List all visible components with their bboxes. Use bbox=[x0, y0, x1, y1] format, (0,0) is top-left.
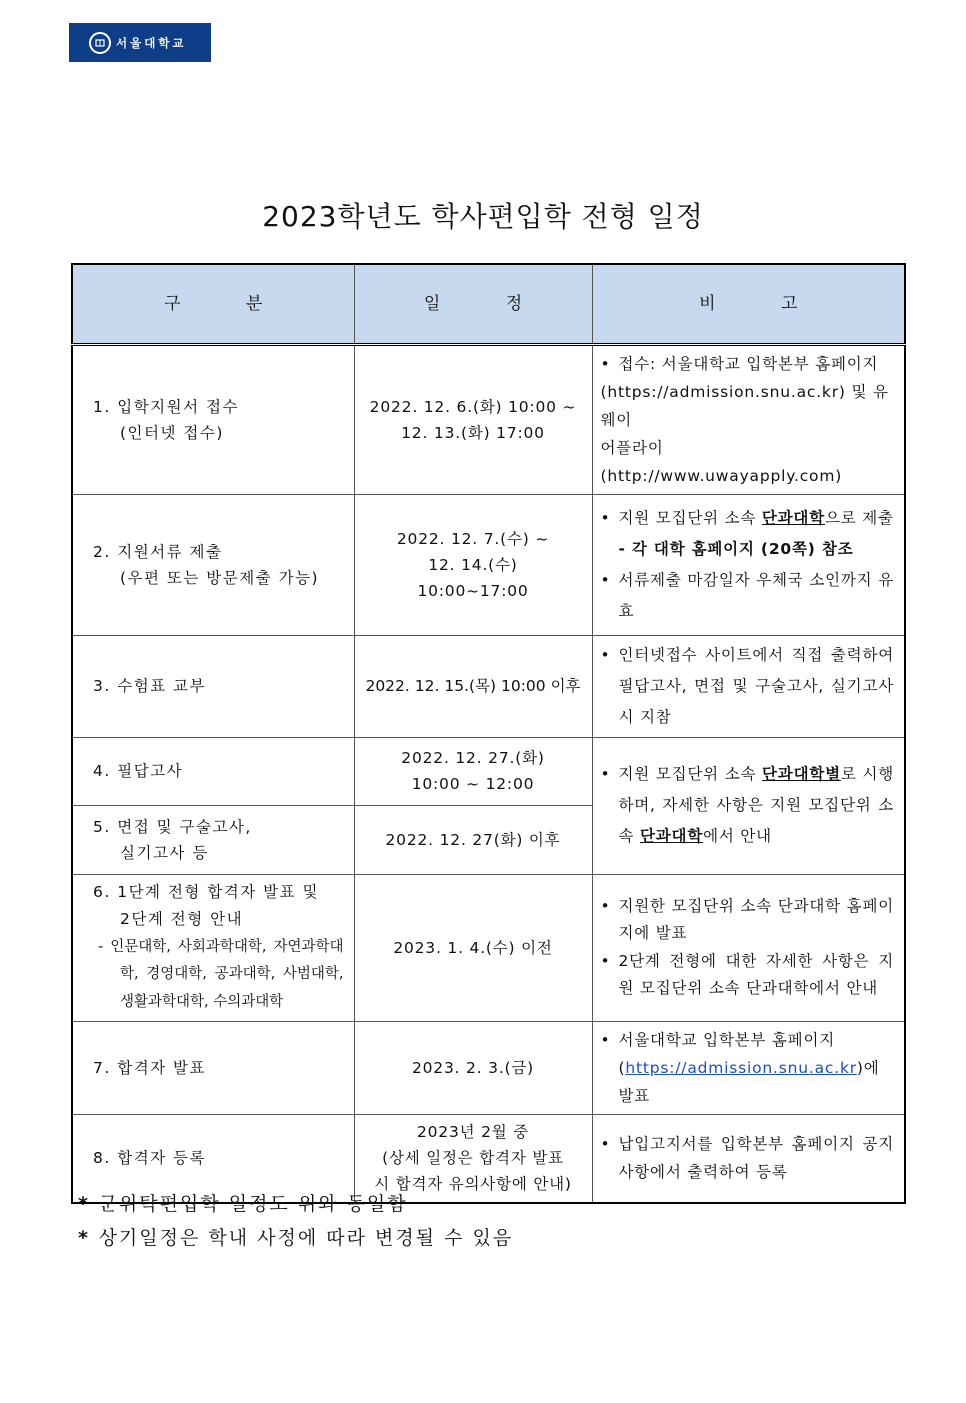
header-schedule: 일 정 bbox=[354, 264, 592, 344]
row-label: 1. 입학지원서 접수 (인터넷 접수) bbox=[72, 344, 354, 494]
row-note: • 지원 모집단위 소속 단과대학으로 제출 - 각 대학 홈페이지 (20쪽) 참조 • 서류제출 마감일자 우체국 소인까지 유효 bbox=[592, 494, 905, 635]
row-note: • 인터넷접수 사이트에서 직접 출력하여 필답고사, 면접 및 구술고사, 실기고사 시 지참 bbox=[592, 635, 905, 737]
footnote: * 상기일정은 학내 사정에 따라 변경될 수 있음 bbox=[78, 1221, 513, 1255]
table-row bbox=[72, 737, 905, 805]
table-row bbox=[72, 344, 905, 494]
snu-emblem-icon bbox=[89, 32, 111, 54]
row-note: • 접수: 서울대학교 입학본부 홈페이지 (https://admission.snu.ac.kr) 및 유웨이 어플라이 (http://www.uwayapply.com) bbox=[592, 344, 905, 494]
row-date: 2023년 2월 중 (상세 일정은 합격자 발표 시 합격자 유의사항에 안내) bbox=[354, 1114, 592, 1203]
row-label: 6. 1단계 전형 합격자 발표 및 2단계 전형 안내 - 인문대학, 사회과학대학, 자연과학대학, 경영대학, 공과대학, 사범대학, 생활과학대학, 수의과대학 bbox=[72, 874, 354, 1021]
row-note: • 서울대학교 입학본부 홈페이지 (https://admission.snu.ac.kr)에 발표 bbox=[592, 1021, 905, 1114]
footnote: * 군위탁편입학 일정도 위와 동일함 bbox=[78, 1187, 513, 1221]
row-date: 2022. 12. 27.(화) 10:00 ~ 12:00 bbox=[354, 737, 592, 805]
university-logo bbox=[69, 23, 211, 62]
schedule-table bbox=[71, 263, 906, 1204]
row-date: 2022. 12. 15.(목) 10:00 이후 bbox=[354, 635, 592, 737]
header-category: 구 분 bbox=[72, 264, 354, 344]
row-label: 2. 지원서류 제출 (우편 또는 방문제출 가능) bbox=[72, 494, 354, 635]
row-label: 5. 면접 및 구술고사, 실기고사 등 bbox=[72, 805, 354, 874]
row-date: 2023. 2. 3.(금) bbox=[354, 1021, 592, 1114]
row-note: • 납입고지서를 입학본부 홈페이지 공지사항에서 출력하여 등록 bbox=[592, 1114, 905, 1203]
admission-link[interactable]: https://admission.snu.ac.kr bbox=[625, 1058, 857, 1077]
footnotes bbox=[78, 1187, 513, 1255]
row-label: 3. 수험표 교부 bbox=[72, 635, 354, 737]
row-date: 2023. 1. 4.(수) 이전 bbox=[354, 874, 592, 1021]
row-date: 2022. 12. 6.(화) 10:00 ~ 12. 13.(화) 17:00 bbox=[354, 344, 592, 494]
row-date: 2022. 12. 7.(수) ~ 12. 14.(수) 10:00~17:00 bbox=[354, 494, 592, 635]
row-label: 7. 합격자 발표 bbox=[72, 1021, 354, 1114]
row-label: 4. 필답고사 bbox=[72, 737, 354, 805]
row-date: 2022. 12. 27(화) 이후 bbox=[354, 805, 592, 874]
logo-text: 서울대학교 bbox=[116, 35, 187, 50]
row-note: • 지원 모집단위 소속 단과대학별로 시행하며, 자세한 사항은 지원 모집단위 소속 단과대학에서 안내 bbox=[592, 737, 905, 874]
table-header-row bbox=[72, 264, 905, 344]
table-row bbox=[72, 874, 905, 1021]
table-row bbox=[72, 1021, 905, 1114]
table-row bbox=[72, 635, 905, 737]
row-label: 8. 합격자 등록 bbox=[72, 1114, 354, 1203]
row-note: • 지원한 모집단위 소속 단과대학 홈페이지에 발표 • 2단계 전형에 대한 자세한 사항은 지원 모집단위 소속 단과대학에서 안내 bbox=[592, 874, 905, 1021]
table-row bbox=[72, 494, 905, 635]
header-remarks: 비 고 bbox=[592, 264, 905, 344]
page-title: 2023학년도 학사편입학 전형 일정 bbox=[262, 200, 704, 233]
